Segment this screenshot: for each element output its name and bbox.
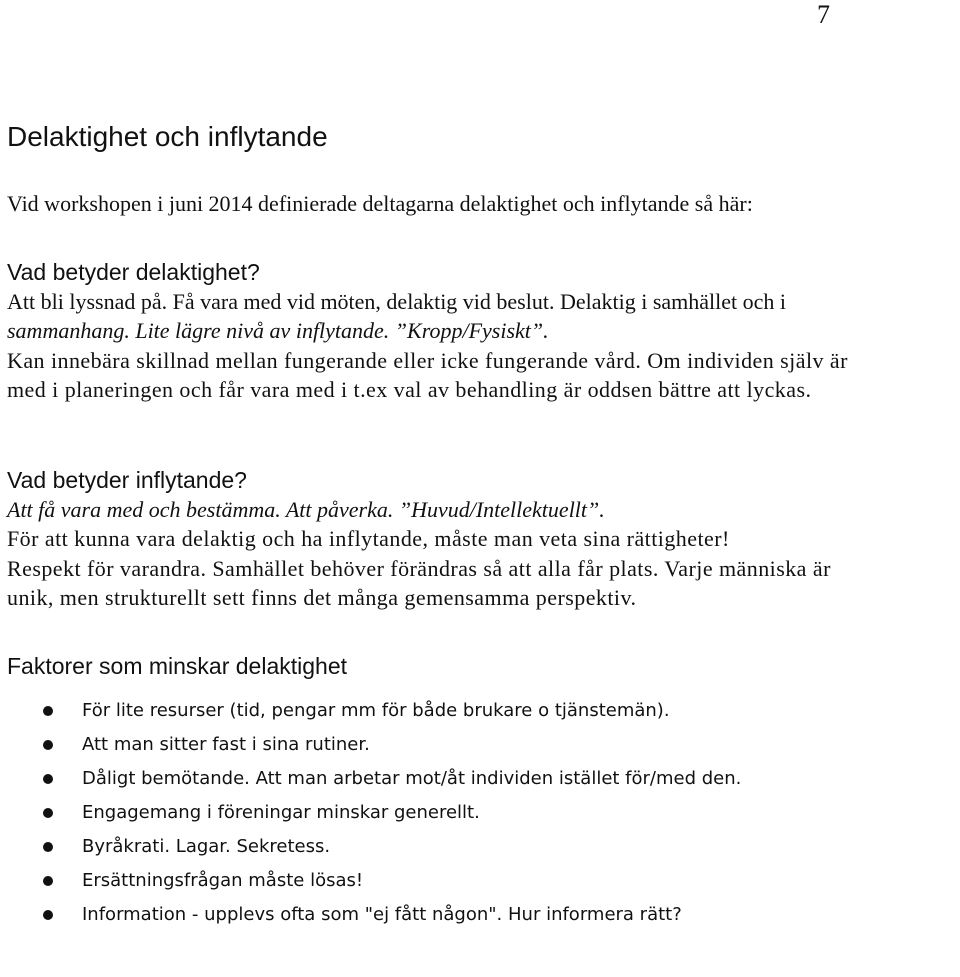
bullet-icon bbox=[43, 706, 53, 716]
bullet-icon bbox=[43, 876, 53, 886]
page-title: Delaktighet och inflytande bbox=[7, 121, 328, 152]
list-item bbox=[7, 830, 957, 864]
list-item-text: Att man sitter fast i sina rutiner. bbox=[82, 733, 370, 755]
paragraph-line: För att kunna vara delaktig och ha inflytande, måste man veta sina rättigheter! bbox=[7, 526, 730, 551]
paragraph-line: Kan innebära skillnad mellan fungerande eller icke fungerande vård. Om individen själv är bbox=[7, 347, 848, 373]
bullet-icon bbox=[43, 842, 53, 852]
document-body bbox=[7, 118, 957, 932]
list-item bbox=[7, 762, 957, 796]
page-number: 7 bbox=[817, 0, 830, 29]
list-item-text: Information - upplevs ofta som "ej fått någon". Hur informera rätt? bbox=[82, 903, 682, 925]
bullet-icon bbox=[43, 774, 53, 784]
list-item-text: Byråkrati. Lagar. Sekretess. bbox=[82, 835, 331, 857]
paragraph-line: unik, men strukturellt sett finns det många gemensamma perspektiv. bbox=[7, 585, 637, 610]
list-item-text: Engagemang i föreningar minskar generellt. bbox=[82, 801, 480, 823]
section-body-delaktighet bbox=[7, 287, 957, 405]
factor-list bbox=[7, 694, 957, 932]
intro-paragraph: Vid workshopen i juni 2014 definierade deltagarna delaktighet och inflytande så här: bbox=[7, 191, 753, 216]
list-item bbox=[7, 796, 957, 830]
paragraph-line-italic: Att få vara med och bestämma. Att påverka. ”Huvud/Intellektuellt”. bbox=[7, 496, 605, 522]
section-heading-inflytande: Vad betyder inflytande? bbox=[7, 466, 247, 493]
list-item-text: Dåligt bemötande. Att man arbetar mot/åt individen istället för/med den. bbox=[82, 767, 742, 789]
bullet-icon bbox=[43, 808, 53, 818]
list-item-text: För lite resurser (tid, pengar mm för både brukare o tjänstemän). bbox=[82, 699, 670, 721]
list-item bbox=[7, 898, 957, 932]
list-item bbox=[7, 728, 957, 762]
paragraph-line: Respekt för varandra. Samhället behöver förändras så att alla får plats. Varje människa är bbox=[7, 555, 831, 581]
list-item bbox=[7, 864, 957, 898]
list-item bbox=[7, 694, 957, 728]
paragraph-line: med i planeringen och får vara med i t.ex val av behandling är oddsen bättre att lyckas. bbox=[7, 377, 812, 402]
section-heading-faktorer: Faktorer som minskar delaktighet bbox=[7, 652, 348, 679]
list-item-text: Ersättningsfrågan måste lösas! bbox=[82, 869, 364, 891]
bullet-icon bbox=[43, 740, 53, 750]
paragraph-line: Att bli lyssnad på. Få vara med vid möten, delaktig vid beslut. Delaktig i samhället och i bbox=[7, 288, 787, 314]
section-body-inflytande bbox=[7, 495, 957, 613]
section-heading-delaktighet: Vad betyder delaktighet? bbox=[7, 258, 260, 285]
bullet-icon bbox=[43, 910, 53, 920]
paragraph-line-italic: sammanhang. Lite lägre nivå av inflytande. ”Kropp/Fysiskt”. bbox=[7, 318, 549, 343]
